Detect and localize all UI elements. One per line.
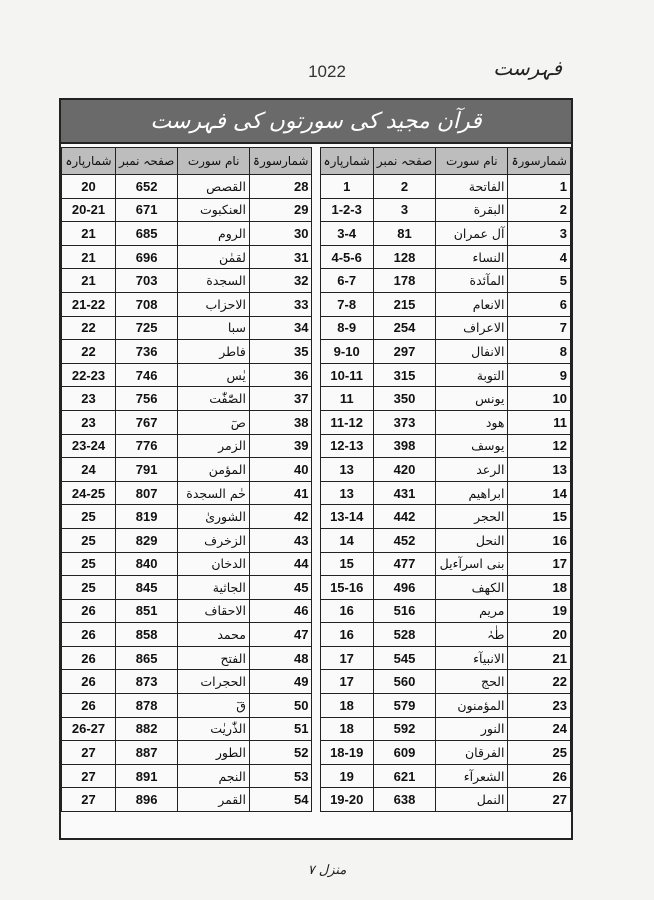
surah-name: الطور — [178, 741, 250, 765]
para-number: 20-21 — [62, 198, 116, 222]
surah-number: 10 — [508, 387, 571, 411]
surah-number: 35 — [249, 340, 312, 364]
page-number-cell: 621 — [373, 764, 435, 788]
para-number: 23-24 — [62, 434, 116, 458]
para-number: 18-19 — [320, 741, 373, 765]
surah-name: النجم — [178, 764, 250, 788]
surah-number: 33 — [249, 292, 312, 316]
surah-number: 34 — [249, 316, 312, 340]
surah-number: 15 — [508, 505, 571, 529]
surah-number: 21 — [508, 646, 571, 670]
page-number-cell: 178 — [373, 269, 435, 293]
table-row — [62, 788, 312, 812]
surah-number: 52 — [249, 741, 312, 765]
page-number-cell: 452 — [373, 528, 435, 552]
col-serial-header: شمارسورۃ — [249, 148, 312, 175]
table-row — [320, 646, 570, 670]
surah-name: الفاتحة — [436, 175, 508, 199]
surah-number: 27 — [508, 788, 571, 812]
surah-name: النور — [436, 717, 508, 741]
para-number: 14 — [320, 528, 373, 552]
surah-name: الفتح — [178, 646, 250, 670]
surah-number: 47 — [249, 623, 312, 647]
col-para-header: شمارپارہ — [62, 148, 116, 175]
table-header-row — [62, 148, 312, 175]
table-row — [320, 623, 570, 647]
surah-name: آل عمران — [436, 222, 508, 246]
surah-name: الشوریٰ — [178, 505, 250, 529]
para-number: 4-5-6 — [320, 245, 373, 269]
surah-name: النحل — [436, 528, 508, 552]
page-number-cell: 398 — [373, 434, 435, 458]
surah-name: الفرقان — [436, 741, 508, 765]
page-number-cell: 528 — [373, 623, 435, 647]
para-number: 1-2-3 — [320, 198, 373, 222]
surah-number: 37 — [249, 387, 312, 411]
surah-number: 17 — [508, 552, 571, 576]
table-row — [320, 340, 570, 364]
para-number: 19 — [320, 764, 373, 788]
surah-number: 53 — [249, 764, 312, 788]
surah-name: الحج — [436, 670, 508, 694]
surah-number: 3 — [508, 222, 571, 246]
surah-number: 28 — [249, 175, 312, 199]
surah-number: 12 — [508, 434, 571, 458]
table-row — [320, 788, 570, 812]
para-number: 24-25 — [62, 481, 116, 505]
col-serial-header: شمارسورۃ — [508, 148, 571, 175]
para-number: 20 — [62, 175, 116, 199]
para-number: 25 — [62, 505, 116, 529]
page-number-cell: 746 — [115, 363, 177, 387]
page-number-cell: 756 — [115, 387, 177, 411]
para-number: 21-22 — [62, 292, 116, 316]
table-row — [62, 505, 312, 529]
para-number: 26 — [62, 694, 116, 718]
surah-name: النساء — [436, 245, 508, 269]
table-row — [320, 670, 570, 694]
table-row — [320, 222, 570, 246]
surah-name: حٰم السجدة — [178, 481, 250, 505]
page-number-cell: 2 — [373, 175, 435, 199]
para-number: 19-20 — [320, 788, 373, 812]
col-para-header: شمارپارہ — [320, 148, 373, 175]
surah-number: 9 — [508, 363, 571, 387]
surah-name: المؤمن — [178, 458, 250, 482]
surah-name: السجدة — [178, 269, 250, 293]
surah-number: 20 — [508, 623, 571, 647]
surah-number: 24 — [508, 717, 571, 741]
page-number-cell: 736 — [115, 340, 177, 364]
table-row — [62, 434, 312, 458]
surah-number: 6 — [508, 292, 571, 316]
para-number: 25 — [62, 576, 116, 600]
page-number-cell: 215 — [373, 292, 435, 316]
para-number: 25 — [62, 552, 116, 576]
table-row — [62, 741, 312, 765]
page-number-cell: 696 — [115, 245, 177, 269]
page-number-cell: 516 — [373, 599, 435, 623]
para-number: 17 — [320, 646, 373, 670]
surah-number: 23 — [508, 694, 571, 718]
table-row — [62, 363, 312, 387]
surah-name: یٰس — [178, 363, 250, 387]
surah-name: الروم — [178, 222, 250, 246]
table-row — [62, 481, 312, 505]
para-number: 9-10 — [320, 340, 373, 364]
surah-name: الزخرف — [178, 528, 250, 552]
para-number: 26 — [62, 670, 116, 694]
col-page-header: صفحہ نمبر — [373, 148, 435, 175]
table-row — [320, 505, 570, 529]
surah-number: 14 — [508, 481, 571, 505]
surah-name: الانبیآء — [436, 646, 508, 670]
surah-name: صٓ — [178, 410, 250, 434]
para-number: 22 — [62, 316, 116, 340]
surah-number: 54 — [249, 788, 312, 812]
col-page-header: صفحہ نمبر — [115, 148, 177, 175]
table-row — [320, 363, 570, 387]
para-number: 23 — [62, 387, 116, 411]
para-number: 26 — [62, 623, 116, 647]
para-number: 10-11 — [320, 363, 373, 387]
table-row — [62, 670, 312, 694]
page-number-cell: 609 — [373, 741, 435, 765]
table-row — [62, 717, 312, 741]
table-row — [320, 528, 570, 552]
table-row — [62, 764, 312, 788]
table-row — [320, 764, 570, 788]
surah-name: القصص — [178, 175, 250, 199]
table-row — [62, 387, 312, 411]
surah-number: 44 — [249, 552, 312, 576]
para-number: 27 — [62, 788, 116, 812]
surah-name: ھود — [436, 410, 508, 434]
para-number: 18 — [320, 694, 373, 718]
table-row — [320, 245, 570, 269]
table-row — [320, 434, 570, 458]
para-number: 12-13 — [320, 434, 373, 458]
para-number: 25 — [62, 528, 116, 552]
para-number: 15-16 — [320, 576, 373, 600]
table-row — [62, 292, 312, 316]
table-row — [62, 552, 312, 576]
table-row — [62, 528, 312, 552]
para-number: 21 — [62, 269, 116, 293]
para-number: 13-14 — [320, 505, 373, 529]
surah-number: 40 — [249, 458, 312, 482]
surah-number: 30 — [249, 222, 312, 246]
para-number: 13 — [320, 458, 373, 482]
page-number-cell: 819 — [115, 505, 177, 529]
col-name-header: نام سورت — [436, 148, 508, 175]
surah-number: 1 — [508, 175, 571, 199]
page-number-cell: 873 — [115, 670, 177, 694]
surah-number: 42 — [249, 505, 312, 529]
surah-name: المؤمنون — [436, 694, 508, 718]
table-row — [320, 741, 570, 765]
surah-number: 11 — [508, 410, 571, 434]
surah-name: الصّٰفّٰت — [178, 387, 250, 411]
para-number: 18 — [320, 717, 373, 741]
table-row — [62, 599, 312, 623]
table-row — [62, 340, 312, 364]
para-number: 6-7 — [320, 269, 373, 293]
surah-name: الانعام — [436, 292, 508, 316]
surah-number: 22 — [508, 670, 571, 694]
table-row — [320, 175, 570, 199]
surah-name: الرعد — [436, 458, 508, 482]
table-row — [320, 599, 570, 623]
index-panels — [61, 144, 571, 812]
surah-number: 25 — [508, 741, 571, 765]
table-row — [62, 576, 312, 600]
surah-table-left — [61, 147, 312, 812]
page-number-cell: 579 — [373, 694, 435, 718]
page-number-cell: 829 — [115, 528, 177, 552]
surah-index-frame — [59, 98, 573, 840]
table-row — [320, 576, 570, 600]
table-row — [320, 694, 570, 718]
table-row — [320, 717, 570, 741]
table-row — [320, 387, 570, 411]
page-number-cell: 254 — [373, 316, 435, 340]
para-number: 15 — [320, 552, 373, 576]
page-number-cell: 477 — [373, 552, 435, 576]
surah-name: الدخان — [178, 552, 250, 576]
surah-number: 18 — [508, 576, 571, 600]
para-number: 26 — [62, 646, 116, 670]
para-number: 11-12 — [320, 410, 373, 434]
para-number: 16 — [320, 599, 373, 623]
surah-name: القمر — [178, 788, 250, 812]
table-row — [62, 694, 312, 718]
page-number-cell: 496 — [373, 576, 435, 600]
table-row — [320, 198, 570, 222]
page-number-cell: 891 — [115, 764, 177, 788]
surah-name: الحجرات — [178, 670, 250, 694]
surah-name: یونس — [436, 387, 508, 411]
surah-name: الکھف — [436, 576, 508, 600]
surah-number: 39 — [249, 434, 312, 458]
surah-name: الحجر — [436, 505, 508, 529]
table-row — [320, 552, 570, 576]
surah-number: 36 — [249, 363, 312, 387]
para-number: 24 — [62, 458, 116, 482]
surah-number: 26 — [508, 764, 571, 788]
page-number-cell: 708 — [115, 292, 177, 316]
col-name-header: نام سورت — [178, 148, 250, 175]
surah-number: 45 — [249, 576, 312, 600]
page-number-cell: 671 — [115, 198, 177, 222]
surah-name: بنی اسرآءیل — [436, 552, 508, 576]
surah-name: البقرة — [436, 198, 508, 222]
surah-name: الاحقاف — [178, 599, 250, 623]
page-number-cell: 592 — [373, 717, 435, 741]
page-number-cell: 350 — [373, 387, 435, 411]
para-number: 27 — [62, 741, 116, 765]
surah-name: الاحزاب — [178, 292, 250, 316]
surah-name: العنکبوت — [178, 198, 250, 222]
surah-number: 50 — [249, 694, 312, 718]
surah-name: ابراھیم — [436, 481, 508, 505]
surah-rows-left — [62, 175, 312, 812]
table-row — [62, 623, 312, 647]
surah-number: 38 — [249, 410, 312, 434]
footer-manzil: منزل ۷ — [307, 863, 347, 878]
page-number-cell: 3 — [373, 198, 435, 222]
header-title: فہرست — [493, 56, 562, 80]
page-number-cell: 128 — [373, 245, 435, 269]
table-row — [320, 458, 570, 482]
surah-name: المآئدة — [436, 269, 508, 293]
para-number: 26-27 — [62, 717, 116, 741]
page-number-cell: 431 — [373, 481, 435, 505]
surah-name: الذّٰریٰت — [178, 717, 250, 741]
page-number-cell: 685 — [115, 222, 177, 246]
surah-number: 19 — [508, 599, 571, 623]
para-number: 17 — [320, 670, 373, 694]
page-number-cell: 81 — [373, 222, 435, 246]
table-header-row — [320, 148, 570, 175]
surah-name: النمل — [436, 788, 508, 812]
page-number-cell: 767 — [115, 410, 177, 434]
surah-name: سبا — [178, 316, 250, 340]
page-number-cell: 878 — [115, 694, 177, 718]
page-number-cell: 638 — [373, 788, 435, 812]
para-number: 16 — [320, 623, 373, 647]
table-row — [62, 175, 312, 199]
surah-table-right — [320, 147, 571, 812]
para-number: 22-23 — [62, 363, 116, 387]
surah-number: 2 — [508, 198, 571, 222]
page-number-cell: 545 — [373, 646, 435, 670]
para-number: 27 — [62, 764, 116, 788]
page-number: 1022 — [308, 62, 346, 81]
surah-name: فاطر — [178, 340, 250, 364]
surah-name: قٓ — [178, 694, 250, 718]
page-number-cell: 315 — [373, 363, 435, 387]
surah-number: 51 — [249, 717, 312, 741]
table-row — [320, 292, 570, 316]
para-number: 21 — [62, 245, 116, 269]
page-number-cell: 560 — [373, 670, 435, 694]
surah-name: طٰہٰ — [436, 623, 508, 647]
para-number: 7-8 — [320, 292, 373, 316]
surah-number: 13 — [508, 458, 571, 482]
page-number-cell: 845 — [115, 576, 177, 600]
surah-name: التوبة — [436, 363, 508, 387]
surah-name: محمد — [178, 623, 250, 647]
table-row — [62, 316, 312, 340]
page-number-cell: 887 — [115, 741, 177, 765]
para-number: 26 — [62, 599, 116, 623]
table-row — [62, 458, 312, 482]
surah-name: الجاثیة — [178, 576, 250, 600]
surah-number: 7 — [508, 316, 571, 340]
surah-number: 16 — [508, 528, 571, 552]
surah-number: 32 — [249, 269, 312, 293]
surah-number: 41 — [249, 481, 312, 505]
table-row — [62, 269, 312, 293]
table-row — [320, 481, 570, 505]
page-number-cell: 896 — [115, 788, 177, 812]
para-number: 11 — [320, 387, 373, 411]
page-number-cell: 840 — [115, 552, 177, 576]
table-row — [62, 646, 312, 670]
page-number-cell: 807 — [115, 481, 177, 505]
surah-name: مریم — [436, 599, 508, 623]
surah-name: الشعرآء — [436, 764, 508, 788]
table-row — [320, 410, 570, 434]
table-row — [62, 245, 312, 269]
para-number: 8-9 — [320, 316, 373, 340]
table-row — [62, 410, 312, 434]
para-number: 1 — [320, 175, 373, 199]
surah-name: لقمٰن — [178, 245, 250, 269]
surah-name: الاعراف — [436, 316, 508, 340]
page-number-cell: 882 — [115, 717, 177, 741]
page-number-cell: 297 — [373, 340, 435, 364]
surah-number: 43 — [249, 528, 312, 552]
page-number-cell: 373 — [373, 410, 435, 434]
para-number: 22 — [62, 340, 116, 364]
table-row — [62, 198, 312, 222]
surah-number: 4 — [508, 245, 571, 269]
para-number: 13 — [320, 481, 373, 505]
para-number: 23 — [62, 410, 116, 434]
page-number-cell: 652 — [115, 175, 177, 199]
page-number-cell: 703 — [115, 269, 177, 293]
table-row — [62, 222, 312, 246]
table-row — [320, 269, 570, 293]
surah-rows-right — [320, 175, 570, 812]
para-number: 3-4 — [320, 222, 373, 246]
page-number-cell: 865 — [115, 646, 177, 670]
page-number-cell: 420 — [373, 458, 435, 482]
surah-number: 31 — [249, 245, 312, 269]
surah-number: 5 — [508, 269, 571, 293]
page-number-cell: 851 — [115, 599, 177, 623]
page-number-cell: 776 — [115, 434, 177, 458]
page-number-cell: 442 — [373, 505, 435, 529]
page-number-cell: 725 — [115, 316, 177, 340]
surah-number: 29 — [249, 198, 312, 222]
surah-number: 46 — [249, 599, 312, 623]
surah-number: 49 — [249, 670, 312, 694]
page-number-cell: 791 — [115, 458, 177, 482]
banner-title: قرآن مجید کی سورتوں کی فہرست — [61, 100, 571, 144]
surah-name: یوسف — [436, 434, 508, 458]
surah-name: الزمر — [178, 434, 250, 458]
surah-name: الانفال — [436, 340, 508, 364]
surah-number: 8 — [508, 340, 571, 364]
page-number-cell: 858 — [115, 623, 177, 647]
surah-number: 48 — [249, 646, 312, 670]
table-row — [320, 316, 570, 340]
para-number: 21 — [62, 222, 116, 246]
